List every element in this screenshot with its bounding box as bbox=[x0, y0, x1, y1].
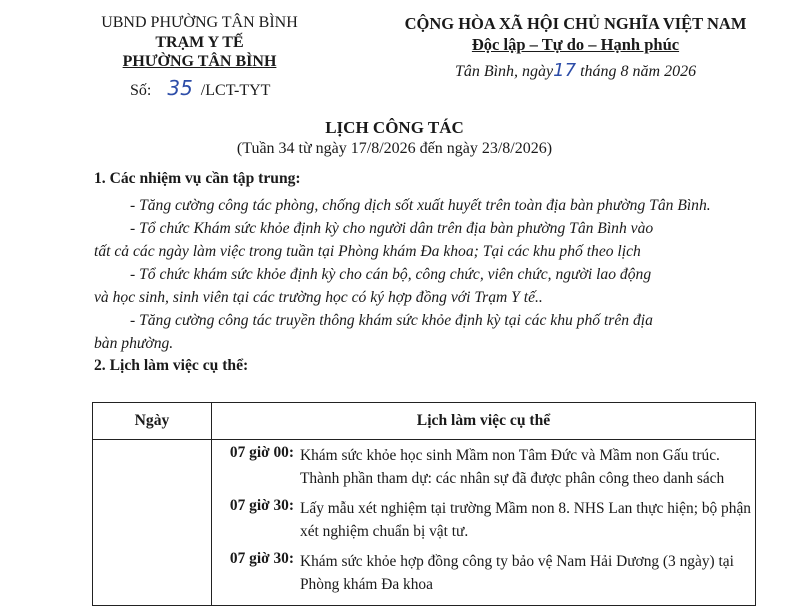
entry-time: 07 giờ 30: bbox=[229, 497, 294, 514]
section-2-heading: 2. Lịch làm việc cụ thể: bbox=[94, 357, 249, 374]
nation-line-1: CỘNG HÒA XÃ HỘI CHỦ NGHĨA VIỆT NAM bbox=[404, 14, 747, 33]
nation-line-2 bbox=[372, 35, 779, 55]
document-date bbox=[372, 60, 779, 81]
nation-motto: Độc lập – Tự do – Hạnh phúc bbox=[471, 35, 680, 54]
document-subtitle: (Tuần 34 từ ngày 17/8/2026 đến ngày 23/8/2026) bbox=[236, 140, 553, 157]
col-header-schedule: Lịch làm việc cụ thể bbox=[212, 403, 756, 440]
entry-time: 07 giờ 30: bbox=[229, 550, 294, 567]
task-item-2b: tất cả các ngày làm việc trong tuần tại Phòng khám Đa khoa; Tại các khu phố theo lịch bbox=[94, 243, 641, 260]
org-line-1: UBND PHƯỜNG TÂN BÌNH bbox=[101, 14, 298, 31]
schedule-entry bbox=[212, 444, 755, 490]
schedule-cell bbox=[212, 440, 756, 606]
table-header-row bbox=[93, 403, 756, 440]
day-cell bbox=[93, 440, 212, 606]
entry-time: 07 giờ 00: bbox=[229, 444, 294, 461]
org-line-2: TRẠM Y TẾ bbox=[155, 34, 244, 51]
task-item-4a: - Tăng cường công tác truyền thông khám sức khỏe định kỳ tại các khu phố trên địa bbox=[130, 312, 653, 329]
task-item-2a: - Tổ chức Khám sức khỏe định kỳ cho người dân trên địa bàn phường Tân Bình vào bbox=[130, 220, 654, 237]
task-item-1: - Tăng cường công tác phòng, chống dịch sốt xuất huyết trên toàn địa bàn phường Tân Bình. bbox=[130, 197, 711, 214]
doc-no-suffix: /LCT-TYT bbox=[200, 82, 271, 99]
section-1-heading: 1. Các nhiệm vụ cần tập trung: bbox=[94, 170, 301, 187]
org-line-3-text: PHƯỜNG TÂN BÌNH bbox=[122, 53, 277, 70]
document-title: LỊCH CÔNG TÁC bbox=[325, 118, 464, 137]
task-item-4b: bàn phường. bbox=[94, 335, 174, 352]
doc-no-handwritten: 35 bbox=[167, 76, 193, 100]
date-suffix: tháng 8 năm 2026 bbox=[576, 63, 697, 80]
document-number bbox=[130, 76, 270, 100]
entry-desc: Khám sức khỏe hợp đồng công ty bảo vệ Nam Hải Dương (3 ngày) tại Phòng khám Đa khoa bbox=[300, 553, 734, 593]
schedule-entry bbox=[212, 497, 755, 543]
table-row bbox=[93, 440, 756, 606]
schedule-table bbox=[92, 402, 756, 606]
doc-no-prefix: Số: bbox=[130, 82, 152, 99]
org-line-3 bbox=[82, 53, 317, 71]
task-item-3a: - Tổ chức khám sức khỏe định kỳ cho cán bộ, công chức, viên chức, người lao động bbox=[130, 266, 652, 283]
col-header-day: Ngày bbox=[93, 403, 212, 440]
date-prefix: Tân Bình, ngày bbox=[454, 63, 554, 80]
entry-desc: Lấy mẫu xét nghiệm tại trường Mầm non 8. NHS Lan thực hiện; bộ phận xét nghiệm chuẩn bị vật tư. bbox=[300, 500, 751, 540]
schedule-entry bbox=[212, 550, 755, 596]
entry-desc: Khám sức khỏe học sinh Mầm non Tâm Đức và Mầm non Gấu trúc. Thành phần tham dự: các nhân sự đã được phân công theo danh sách bbox=[300, 447, 725, 487]
task-item-3b: và học sinh, sinh viên tại các trường học có ký hợp đồng với Trạm Y tế.. bbox=[94, 289, 543, 306]
date-day-handwritten: 17 bbox=[553, 60, 577, 81]
